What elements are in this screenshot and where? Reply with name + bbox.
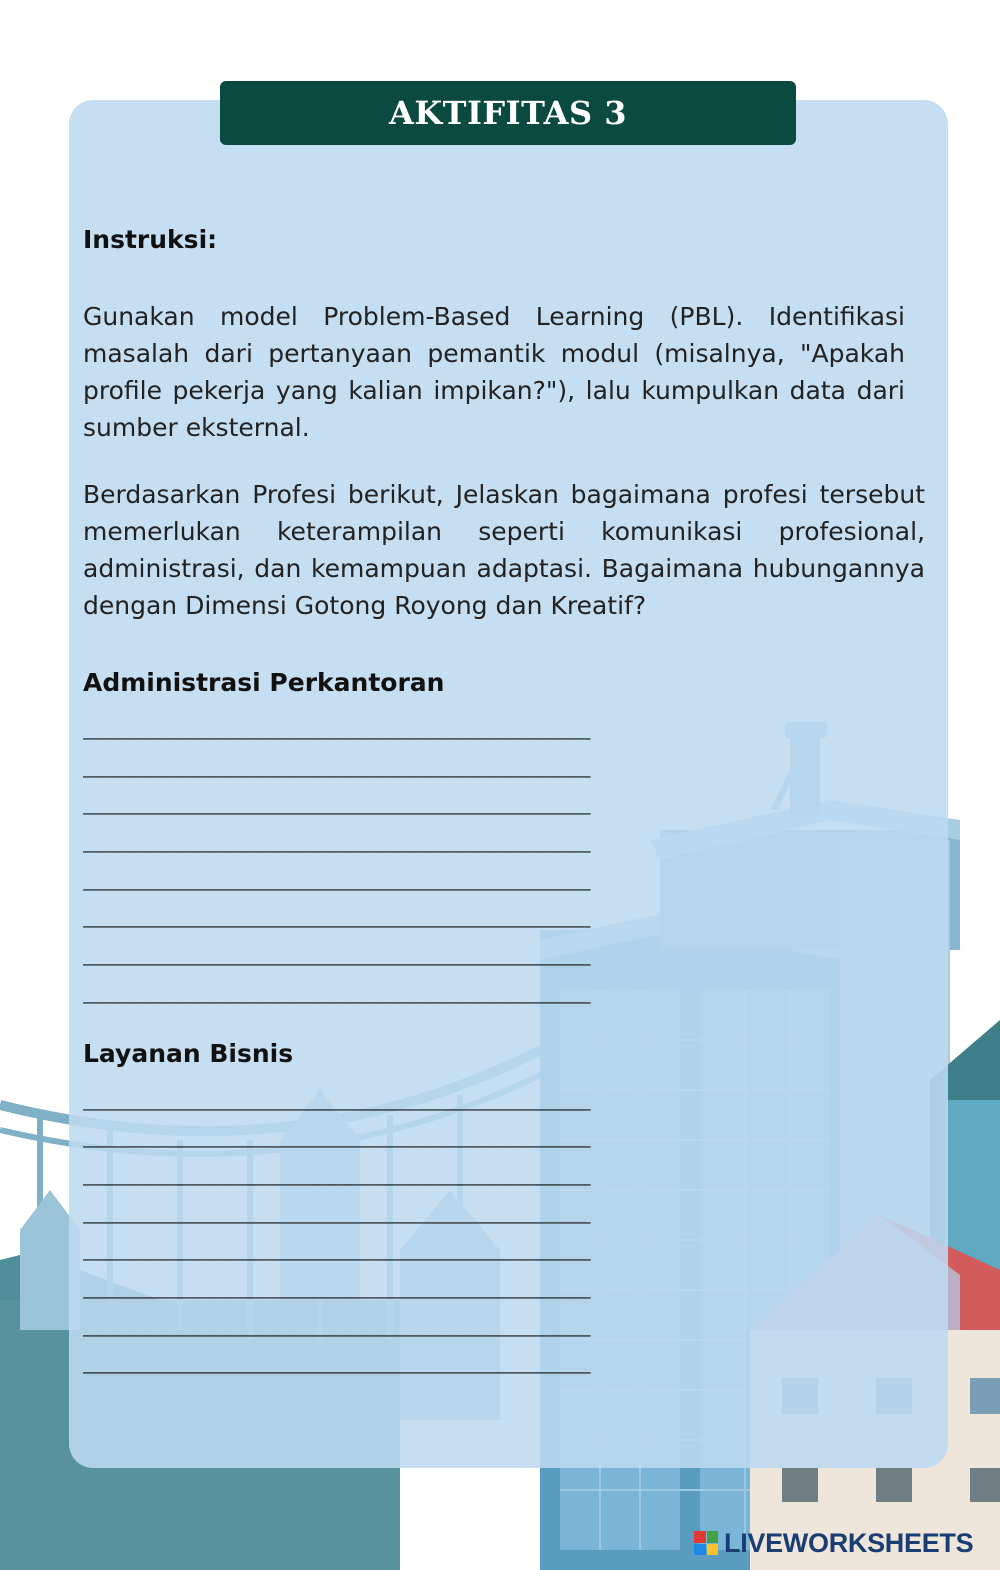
- answer-line[interactable]: _______________________________: [83, 1152, 591, 1186]
- section-title-layanan-bisnis: Layanan Bisnis: [83, 1038, 294, 1068]
- answer-line[interactable]: _______________________________: [83, 1228, 591, 1262]
- answer-area-administrasi-perkantoran[interactable]: [83, 705, 925, 1007]
- liveworksheets-logo[interactable]: [694, 1526, 973, 1560]
- answer-line[interactable]: _______________________________: [83, 1077, 591, 1111]
- answer-line[interactable]: _______________________________: [83, 707, 591, 740]
- answer-line[interactable]: _______________________________: [83, 1265, 591, 1299]
- answer-area-layanan-bisnis[interactable]: [83, 1076, 925, 1378]
- answer-line[interactable]: _______________________________: [83, 782, 591, 816]
- answer-line[interactable]: _______________________________: [83, 744, 591, 778]
- answer-line[interactable]: _______________________________: [83, 933, 591, 967]
- instructions-paragraph-1: Gunakan model Problem-Based Learning (PBL). Identifikasi masalah dari pertanyaan pemantik modul (misalnya, "Apakah profile pekerja yang kalian impikan?"), lalu kumpulkan data dari sumber eksternal.: [83, 302, 905, 442]
- section-title-administrasi-perkantoran: Administrasi Perkantoran: [83, 668, 445, 697]
- instructions-paragraph-2: Berdasarkan Profesi berikut, Jelaskan bagaimana profesi tersebut memerlukan keterampilan seperti komunikasi profesional, administrasi, dan kemampuan adaptasi. Bagaimana hubungannya dengan Dimensi Gotong Royong dan Kreatif?: [83, 480, 925, 620]
- liveworksheets-logo-text: LIVEWORKSHEETS: [724, 1527, 974, 1558]
- answer-line[interactable]: _______________________________: [83, 1303, 591, 1337]
- answer-line[interactable]: _______________________________: [83, 820, 591, 854]
- liveworksheets-logo-icon: [694, 1531, 718, 1555]
- instructions-label: Instruksi:: [83, 225, 218, 254]
- answer-line[interactable]: _______________________________: [83, 1341, 591, 1375]
- answer-line[interactable]: _______________________________: [83, 1190, 591, 1224]
- answer-line[interactable]: _______________________________: [83, 1115, 591, 1149]
- answer-line[interactable]: _______________________________: [83, 857, 591, 891]
- activity-title: AKTIFITAS 3: [220, 81, 796, 145]
- answer-line[interactable]: _______________________________: [83, 895, 591, 929]
- worksheet-content: [83, 222, 925, 1377]
- answer-line[interactable]: _______________________________: [83, 970, 591, 1004]
